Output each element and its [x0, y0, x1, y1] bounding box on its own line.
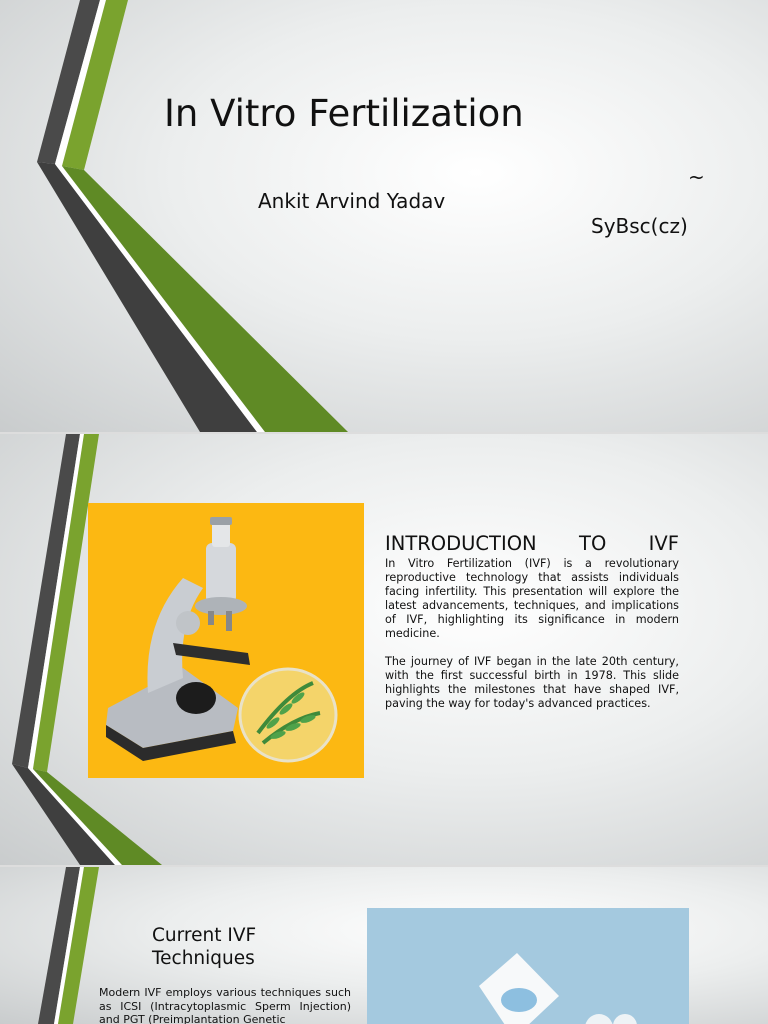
intro-heading: INTRODUCTION TO IVF [385, 532, 679, 555]
author-name: Ankit Arvind Yadav [258, 189, 446, 213]
title-slide [0, 0, 768, 432]
intro-paragraph: In Vitro Fertilization (IVF) is a revolutionary reproductive technology that assists individuals facing infertility. This presentation will explore the latest advancements, techniques, and implications of IVF, highlighting its significance in modern medicine. [385, 557, 679, 640]
microscope-icon [88, 503, 364, 778]
tilde-mark: ~ [688, 165, 705, 189]
intro-paragraph: The journey of IVF began in the late 20th century, with the first successful birth in 1978. This slide highlights the milestones that have shaped IVF, paving the way for today's advanced practices. [385, 655, 679, 710]
test-strip-icon [367, 908, 689, 1024]
microscope-photo [88, 503, 364, 778]
presentation-title: In Vitro Fertilization [164, 92, 524, 135]
intro-body [385, 557, 679, 725]
techniques-slide [0, 867, 768, 1024]
intro-slide [0, 434, 768, 865]
techniques-body: Modern IVF employs various techniques such as ICSI (Intracytoplasmic Sperm Injection) and PGT (Preimplantation Genetic [99, 986, 351, 1024]
techniques-heading: Current IVF Techniques [152, 925, 257, 969]
class-label: SyBsc(cz) [591, 214, 688, 238]
pregnancy-test-photo [367, 908, 689, 1024]
